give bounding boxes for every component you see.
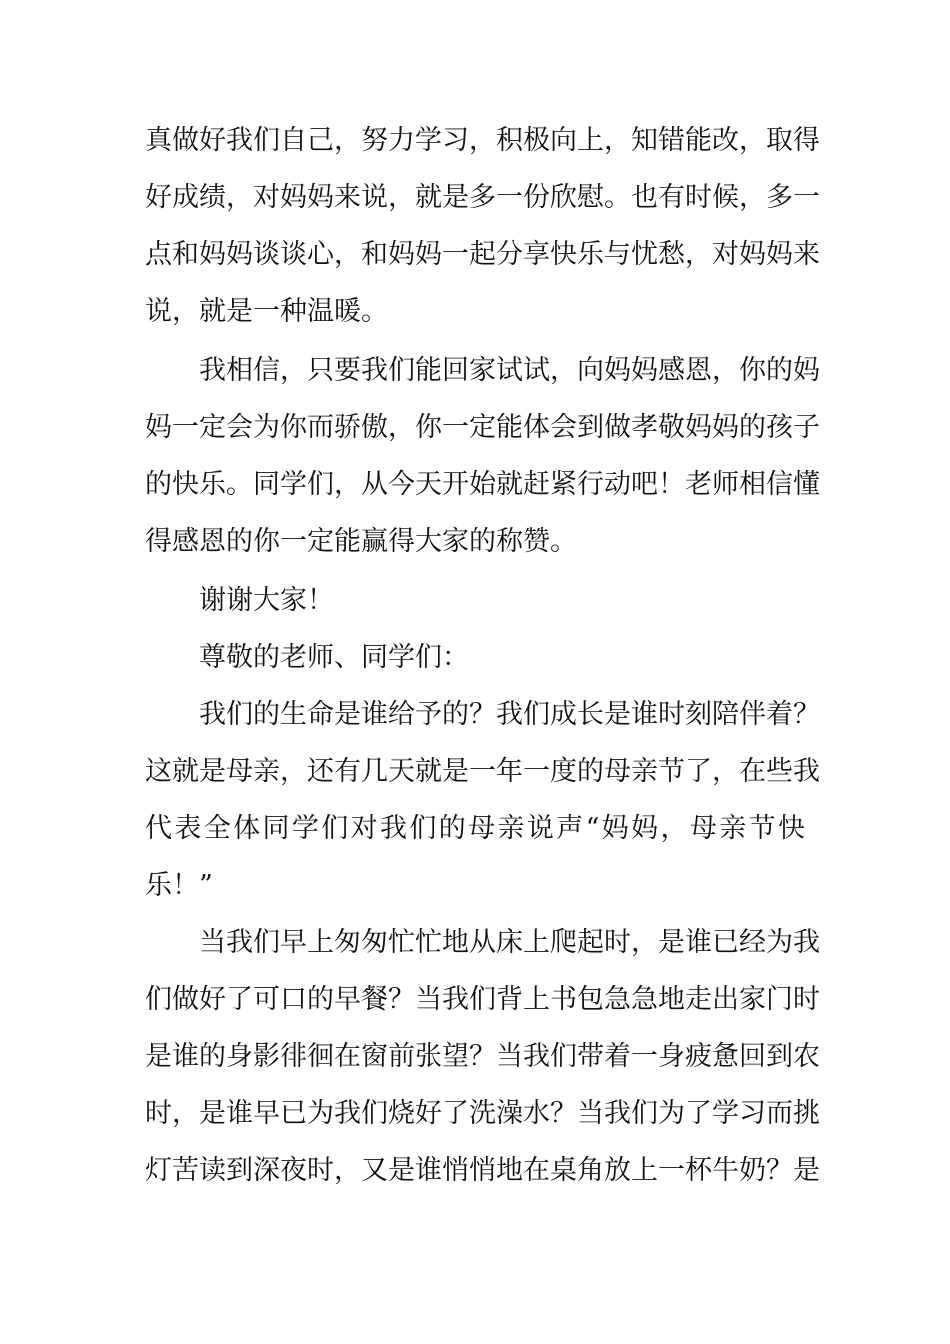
paragraph-line: 真做好我们自己，努力学习，积极向上，知错能改，取得 <box>145 125 820 156</box>
paragraph-line: 灯苦读到深夜时，又是谁悄悄地在桌角放上一杯牛奶？是 <box>145 1155 820 1186</box>
salutation-text: 尊敬的老师、同学们： <box>199 642 469 673</box>
paragraph-4 <box>145 914 820 1199</box>
paragraph-line: 我相信，只要我们能回家试试，向妈妈感恩，你的妈 <box>199 355 820 386</box>
paragraph-line: 是谁的身影徘徊在窗前张望？当我们带着一身疲惫回到农 <box>145 1041 820 1072</box>
paragraph-line: 说，就是一种温暖。 <box>145 296 388 327</box>
paragraph-1 <box>145 112 820 340</box>
paragraph-line: 妈一定会为你而骄傲，你一定能体会到做孝敬妈妈的孩子 <box>145 412 820 443</box>
thanks-line <box>145 572 805 629</box>
paragraph-line: 得感恩的你一定能赢得大家的称赞。 <box>145 526 577 557</box>
paragraph-line: 时，是谁早已为我们烧好了洗澡水？当我们为了学习而挑 <box>145 1098 820 1129</box>
salutation-line <box>145 629 805 686</box>
paragraph-line: 们做好了可口的早餐？当我们背上书包急急地走出家门时 <box>145 984 820 1015</box>
thanks-text: 谢谢大家！ <box>199 585 334 616</box>
paragraph-line: 代表全体同学们对我们的母亲说声“妈妈，母亲节快 <box>145 813 805 844</box>
paragraph-line: 点和妈妈谈谈心，和妈妈一起分享快乐与忧愁，对妈妈来 <box>145 239 820 270</box>
paragraph-line: 好成绩，对妈妈来说，就是多一份欣慰。也有时候，多一 <box>145 182 820 213</box>
paragraph-line: 乐！” <box>145 870 213 901</box>
paragraph-line: 我们的生命是谁给予的？我们成长是谁时刻陪伴着？ <box>199 699 820 730</box>
paragraph-line: 当我们早上匆匆忙忙地从床上爬起时，是谁已经为我 <box>199 927 820 958</box>
paragraph-line: 这就是母亲，还有几天就是一年一度的母亲节了，在些我 <box>145 756 820 787</box>
paragraph-line: 的快乐。同学们，从今天开始就赶紧行动吧！老师相信懂 <box>145 469 820 500</box>
paragraph-2 <box>145 342 820 570</box>
paragraph-3 <box>145 686 820 914</box>
